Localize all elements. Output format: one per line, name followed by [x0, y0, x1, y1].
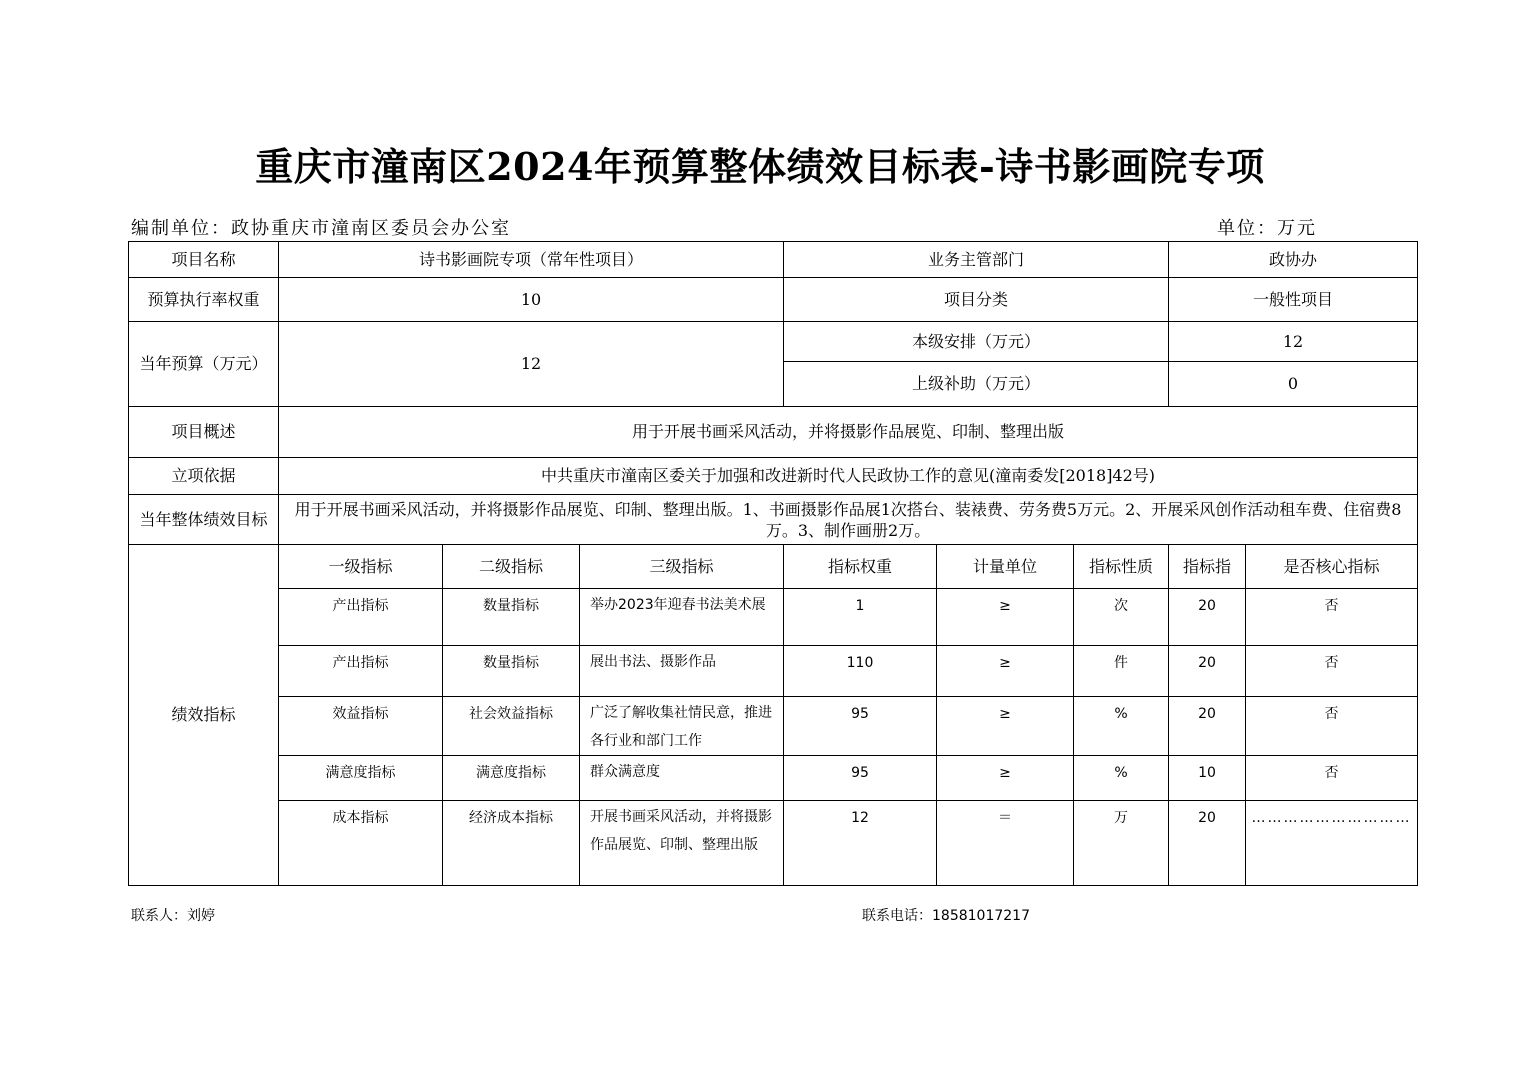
contact-phone: 联系电话：18581017217 [862, 908, 1030, 924]
cell-level3: 广泛了解收集社情民意，推进各行业和部门工作 [580, 697, 784, 756]
cell-core: ………………………… [1246, 801, 1418, 886]
indicators-section-label: 绩效指标 [129, 545, 279, 886]
cell-unit: ≥ [937, 697, 1074, 756]
cell-index: 20 [1169, 697, 1246, 756]
cell-unit: ≥ [937, 589, 1074, 646]
overview-value: 用于开展书画采风活动，并将摄影作品展览、印制、整理出版 [279, 407, 1418, 458]
cell-weight: 95 [784, 756, 937, 801]
cell-level1: 满意度指标 [279, 756, 443, 801]
cell-unit: ≥ [937, 646, 1074, 697]
cell-core: 否 [1246, 646, 1418, 697]
cell-core: 否 [1246, 756, 1418, 801]
cell-level1: 产出指标 [279, 589, 443, 646]
col-header: 指标权重 [784, 545, 937, 589]
cell-weight: 95 [784, 697, 937, 756]
upper-label: 上级补助（万元） [784, 362, 1169, 407]
performance-table [128, 241, 1418, 886]
overview-label: 项目概述 [129, 407, 279, 458]
cell-weight: 12 [784, 801, 937, 886]
local-label: 本级安排（万元） [784, 322, 1169, 362]
col-header: 二级指标 [443, 545, 580, 589]
cell-unit: ≥ [937, 756, 1074, 801]
goal-label: 当年整体绩效目标 [129, 495, 279, 545]
page-title: 重庆市潼南区2024年预算整体绩效目标表-诗书影画院专项 [255, 144, 1265, 189]
table-row [129, 801, 1418, 886]
cell-level2: 数量指标 [443, 646, 580, 697]
upper-value: 0 [1169, 362, 1418, 407]
budget-value: 12 [279, 322, 784, 407]
cell-level2: 经济成本指标 [443, 801, 580, 886]
weight-value: 10 [279, 278, 784, 322]
budget-label: 当年预算（万元） [129, 322, 279, 407]
cell-level2: 社会效益指标 [443, 697, 580, 756]
contact-person: 联系人：刘婷 [131, 908, 215, 924]
category-label: 项目分类 [784, 278, 1169, 322]
cell-weight: 1 [784, 589, 937, 646]
cell-index: 20 [1169, 589, 1246, 646]
cell-core: 否 [1246, 589, 1418, 646]
project-name-label: 项目名称 [129, 242, 279, 278]
local-value: 12 [1169, 322, 1418, 362]
cell-unit: ＝ [937, 801, 1074, 886]
col-header: 计量单位 [937, 545, 1074, 589]
goal-value: 用于开展书画采风活动，并将摄影作品展览、印制、整理出版。1、书画摄影作品展1次搭台、装裱费、劳务费5万元。2、开展采风创作活动租车费、住宿费8万。3、制作画册2万。 [279, 495, 1418, 545]
cell-weight: 110 [784, 646, 937, 697]
dept-label: 业务主管部门 [784, 242, 1169, 278]
cell-nature: 万 [1074, 801, 1169, 886]
table-row [129, 646, 1418, 697]
cell-nature: 件 [1074, 646, 1169, 697]
col-header: 一级指标 [279, 545, 443, 589]
cell-index: 10 [1169, 756, 1246, 801]
cell-level2: 数量指标 [443, 589, 580, 646]
indicator-header-row [129, 545, 1418, 589]
table-row [129, 697, 1418, 756]
cell-level1: 效益指标 [279, 697, 443, 756]
cell-level3: 群众满意度 [580, 756, 784, 801]
cell-level1: 成本指标 [279, 801, 443, 886]
cell-index: 20 [1169, 801, 1246, 886]
compiler-unit: 编制单位：政协重庆市潼南区委员会办公室 [131, 218, 511, 239]
cell-nature: % [1074, 697, 1169, 756]
cell-core: 否 [1246, 697, 1418, 756]
col-header: 指标性质 [1074, 545, 1169, 589]
cell-level3: 开展书画采风活动，并将摄影作品展览、印制、整理出版 [580, 801, 784, 886]
cell-index: 20 [1169, 646, 1246, 697]
cell-level3: 举办2023年迎春书法美术展 [580, 589, 784, 646]
cell-nature: 次 [1074, 589, 1169, 646]
cell-nature: % [1074, 756, 1169, 801]
cell-level3: 展出书法、摄影作品 [580, 646, 784, 697]
col-header: 是否核心指标 [1246, 545, 1418, 589]
table-row [129, 756, 1418, 801]
dept-value: 政协办 [1169, 242, 1418, 278]
currency-unit: 单位：万元 [1217, 218, 1317, 239]
cell-level2: 满意度指标 [443, 756, 580, 801]
cell-level1: 产出指标 [279, 646, 443, 697]
col-header: 三级指标 [580, 545, 784, 589]
basis-label: 立项依据 [129, 458, 279, 495]
table-row [129, 589, 1418, 646]
col-header: 指标指 [1169, 545, 1246, 589]
project-name-value: 诗书影画院专项（常年性项目） [279, 242, 784, 278]
basis-value: 中共重庆市潼南区委关于加强和改进新时代人民政协工作的意见(潼南委发[2018]42号) [279, 458, 1418, 495]
category-value: 一般性项目 [1169, 278, 1418, 322]
weight-label: 预算执行率权重 [129, 278, 279, 322]
